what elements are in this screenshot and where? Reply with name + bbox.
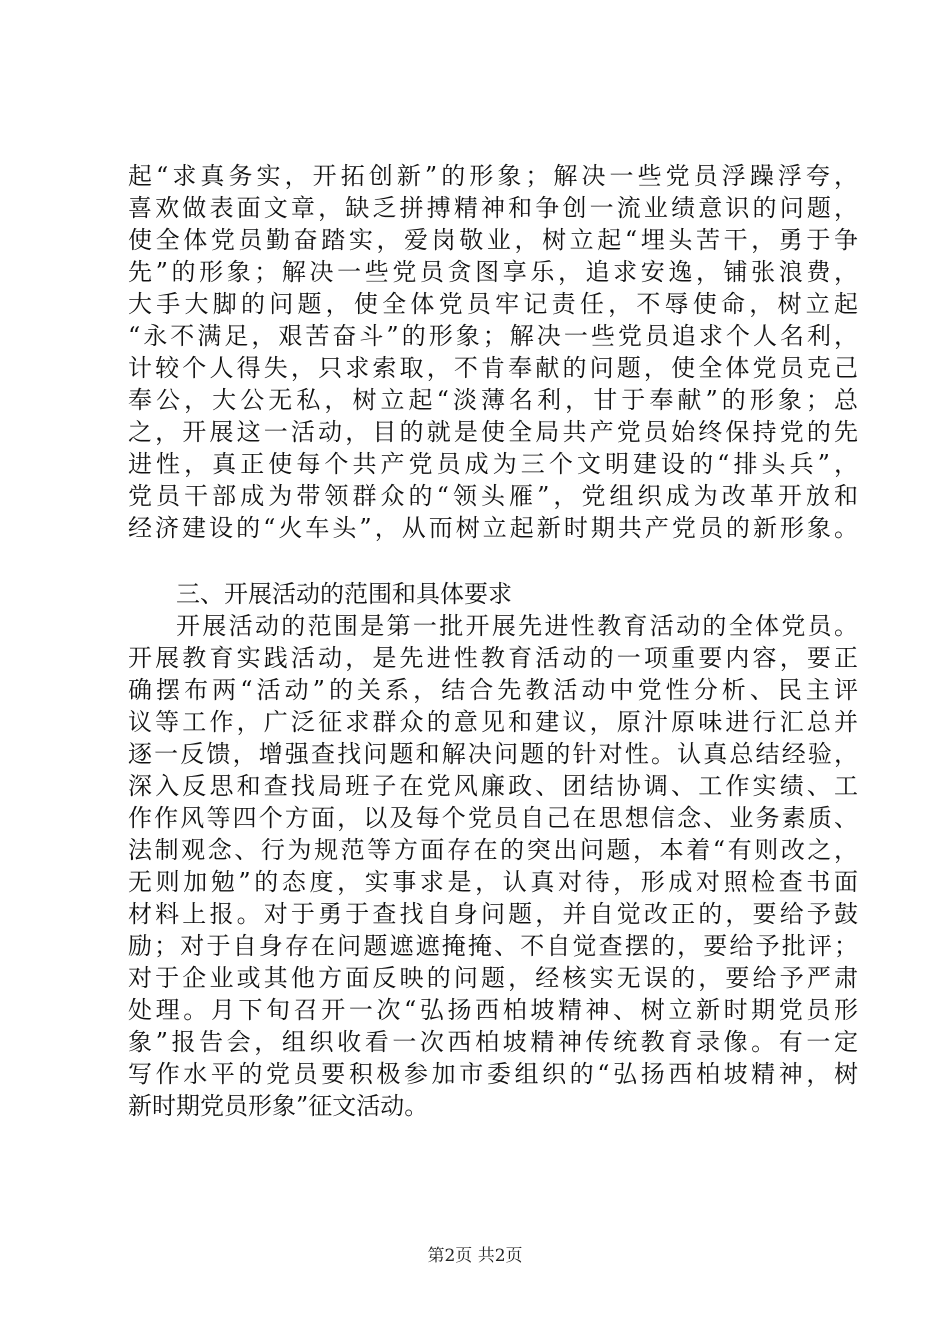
section-heading: 三、开展活动的范围和具体要求	[176, 580, 512, 608]
text-line: 深入反思和查找局班子在党风廉政、团结协调、工作实绩、工	[128, 772, 858, 800]
text-line: 奉公，大公无私，树立起“淡薄名利，甘于奉献”的形象；总	[128, 386, 858, 414]
text-line: 励；对于自身存在问题遮遮掩掩、不自觉查摆的，要给予批评；	[128, 932, 858, 960]
text-line: 先”的形象；解决一些党员贪图享乐，追求安逸，铺张浪费，	[128, 258, 858, 286]
text-line: 作作风等四个方面，以及每个党员自己在思想信念、业务素质、	[128, 804, 858, 832]
text-line: 进性，真正使每个共产党员成为三个文明建设的“排头兵”，	[128, 450, 858, 478]
text-line: 计较个人得失，只求索取，不肯奉献的问题，使全体党员克己	[128, 354, 858, 382]
text-line: 起“求真务实，开拓创新”的形象；解决一些党员浮躁浮夸，	[128, 162, 858, 190]
text-line: 党员干部成为带领群众的“领头雁”，党组织成为改革开放和	[128, 482, 858, 510]
text-line: 无则加勉”的态度，实事求是，认真对待，形成对照检查书面	[128, 868, 858, 896]
text-line: 逐一反馈，增强查找问题和解决问题的针对性。认真总结经验，	[128, 740, 858, 768]
text-line: 确摆布两“活动”的关系，结合先教活动中党性分析、民主评	[128, 676, 858, 704]
page-number-footer: 第2页 共2页	[427, 1246, 523, 1266]
text-line: 使全体党员勤奋踏实，爱岗敬业，树立起“埋头苦干，勇于争	[128, 226, 858, 254]
text-line: 材料上报。对于勇于查找自身问题，并自觉改正的，要给予鼓	[128, 900, 858, 928]
text-line: “永不满足，艰苦奋斗”的形象；解决一些党员追求个人名利，	[128, 322, 858, 350]
paragraph-1	[128, 160, 858, 544]
section-3	[128, 578, 858, 1122]
text-line: 法制观念、行为规范等方面存在的突出问题，本着“有则改之，	[128, 836, 858, 864]
text-line: 大手大脚的问题，使全体党员牢记责任，不辱使命，树立起	[128, 290, 858, 318]
text-line: 开展活动的范围是第一批开展先进性教育活动的全体党员。	[176, 612, 858, 640]
text-line: 之，开展这一活动，目的就是使全局共产党员始终保持党的先	[128, 418, 858, 446]
text-line: 新时期党员形象”征文活动。	[128, 1092, 429, 1120]
text-line: 写作水平的党员要积极参加市委组织的“弘扬西柏坡精神，树	[128, 1060, 858, 1088]
text-line: 开展教育实践活动，是先进性教育活动的一项重要内容，要正	[128, 644, 858, 672]
text-line: 经济建设的“火车头”，从而树立起新时期共产党员的新形象。	[128, 514, 858, 542]
text-line: 喜欢做表面文章，缺乏拼搏精神和争创一流业绩意识的问题，	[128, 194, 858, 222]
text-line: 象”报告会，组织收看一次西柏坡精神传统教育录像。有一定	[128, 1028, 858, 1056]
text-line: 议等工作，广泛征求群众的意见和建议，原汁原味进行汇总并	[128, 708, 858, 736]
text-line: 处理。月下旬召开一次“弘扬西柏坡精神、树立新时期党员形	[128, 996, 858, 1024]
text-line: 对于企业或其他方面反映的问题，经核实无误的，要给予严肃	[128, 964, 858, 992]
